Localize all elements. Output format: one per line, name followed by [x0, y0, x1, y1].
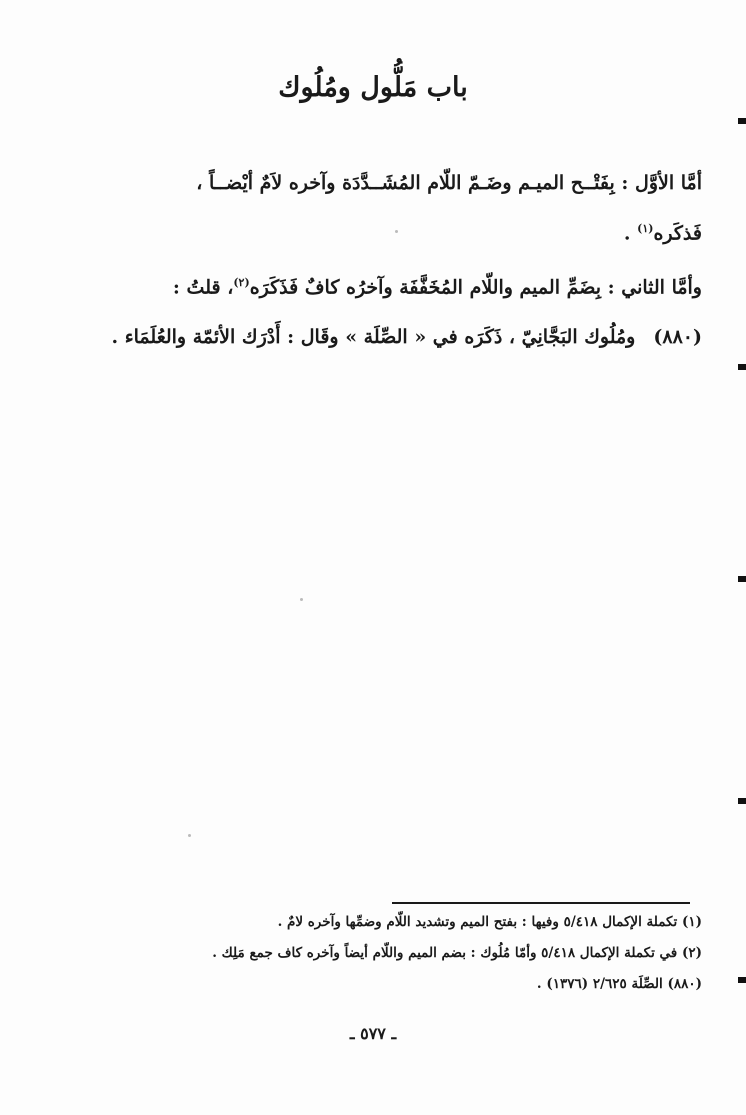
- body-line-1: [82, 172, 702, 194]
- scan-speck: [188, 834, 191, 837]
- body-line-3: [82, 276, 702, 298]
- chapter-title: باب مَلُّول ومُلُوك: [278, 72, 468, 103]
- scan-edge-mark: [738, 364, 746, 370]
- footnote-1: (١) تكملة الإكمال ٥/٤١٨ وفيها : بفتح الميم وتشديد اللّام وضمِّها وآخره لامٌ .: [277, 914, 702, 930]
- scan-edge-mark: [738, 576, 746, 582]
- scan-speck: [395, 230, 398, 233]
- footnote-marker-1[interactable]: (١): [637, 222, 654, 235]
- body-line-1-text: أمَّا الأوَّل : بِفَتْــح الميـم وضَـمّ اللّام المُشَــدَّدَة وآخره لاَمٌ أيْضــاً ،: [196, 172, 702, 194]
- body-line-4-text: ومُلُوك البَجَّانِيّ ، ذَكَرَه في « الصِّلَة » وقَال : أَدْرَك الأئمّة والعُلَمَاء .: [111, 326, 636, 348]
- scan-edge-mark: [738, 118, 746, 124]
- body-line-2: [82, 222, 702, 244]
- body-line-3-text: وأمَّا الثاني : بِضَمِّ الميم واللّام المُخَفَّفَة وآخرُه كافٌ فَذَكَرَه: [249, 276, 702, 299]
- scan-edge-mark: [738, 977, 746, 983]
- body-line-4: [82, 326, 702, 348]
- scan-edge-mark: [738, 798, 746, 804]
- body-line-2-end: .: [623, 222, 638, 245]
- entry-number: (٨٨٠): [653, 326, 702, 348]
- footnote-divider: [392, 902, 690, 904]
- page-number: ـ ٥٧٧ ـ: [349, 1024, 397, 1043]
- scan-speck: [300, 598, 303, 601]
- footnote-2: (٢) في تكملة الإكمال ٥/٤١٨ وأمّا مُلُوك : بضم الميم واللّام أيضاً وآخره كاف جمع مَلِك .: [212, 945, 702, 961]
- footnote-3: (٨٨٠) الصِّلَة ٢/٦٢٥ (١٣٧٦) .: [536, 976, 702, 992]
- body-line-3-end: ، قلتُ :: [172, 276, 234, 299]
- footnote-marker-2[interactable]: (٢): [233, 276, 250, 289]
- body-line-2-text: فَذكَره: [653, 222, 702, 245]
